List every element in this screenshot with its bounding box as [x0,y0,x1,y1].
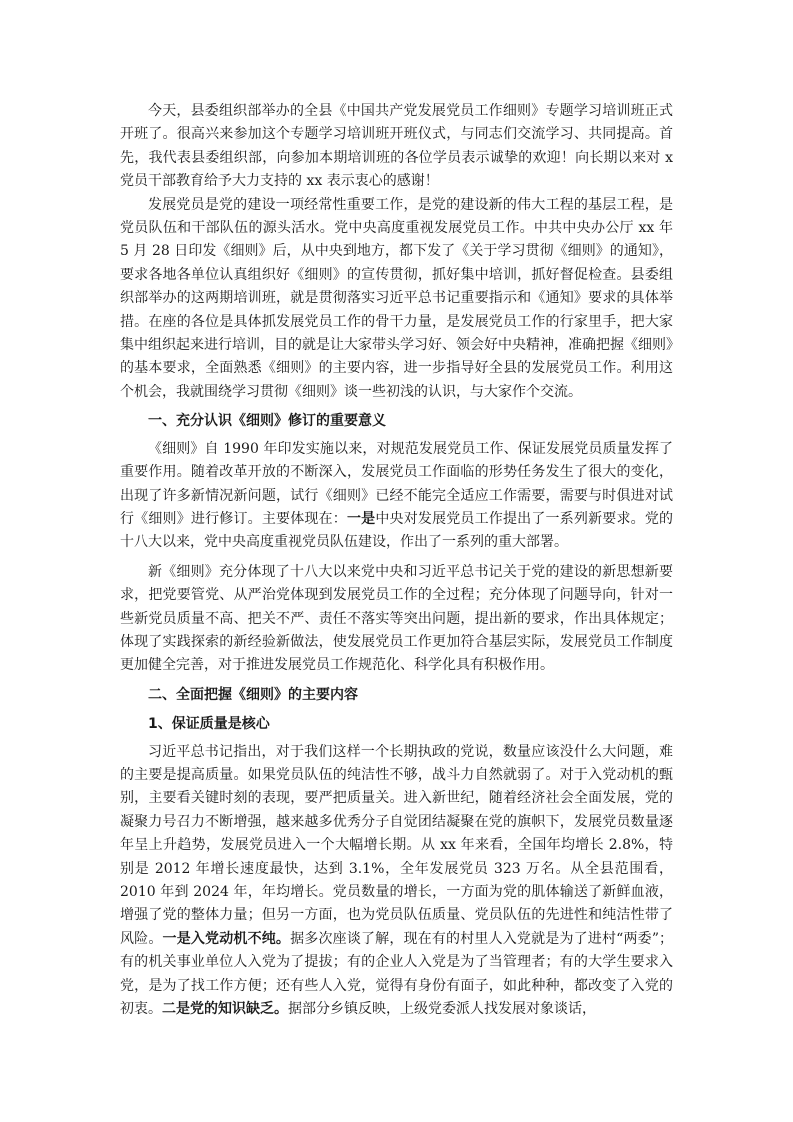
paragraph-background: 发展党员是党的建设一项经常性重要工作，是党的建设新的伟大工程的基层工程，是党员队伍和干部队伍的源头活水。党中央高度重视发展党员工作。中共中央办公厅 xx 年 5 月 28 日印发《细则》后，从中央到地方，都下发了《关于学习贯彻《细则》的通知》，要求各地各单位认真组织好《细则》的宣传贯彻，抓好集中培训，抓好督促检查。县委组织部举办的这两期培训班，就是贯彻落实习近平总书记重要指示和《通知》要求的具体举措。在座的各位是具体抓发展党员工作的骨干力量，是发展党员工作的行家里手，把大家集中组织起来进行培训，目的就是让大家带头学习好、领会好中央精神，准确把握《细则》的基本要求，全面熟悉《细则》的主要内容，进一步指导好全县的发展党员工作。利用这个机会，我就围绕学习贯彻《细则》谈一些初浅的认识，与大家作个交流。 [120,196,673,400]
paragraph-significance-text-b: 中央对发展党员工作提出了一系列新要求。党的十八大以来，党中央高度重视党员队伍建设，作出了一系列的重大部署。 [120,510,674,551]
document-page [120,100,673,1021]
paragraph-significance-text-a: 《细则》自 1990 年印发实施以来，对规范发展党员工作、保证发展党员质量发挥了重要作用。随着改革开放的不断深入，发展党员工作面临的形势任务发生了很大的变化，出现了许多新情况新问题，试行《细则》已经不能完全适应工作需要，需要与时俱进对试行《细则》进行修订。主要体现在： [120,440,673,527]
section-heading-2: 二、全面把握《细则》的主要内容 [148,686,358,703]
subsection-heading-1: 1、保证质量是核心 [148,716,270,733]
paragraph-quality [120,741,673,1022]
emphasis-first: 一是 [346,510,376,527]
emphasis-knowledge: 二是党的知识缺乏。 [162,1001,288,1018]
section-heading-1: 一、充分认识《细则》修订的重要意义 [148,413,386,430]
paragraph-significance [120,438,673,555]
paragraph-quality-text-b: 据多次座谈了解，现在有的村里人入党就是为了进村“两委”；有的机关事业单位人入党为了提拔；有的企业人入党是为了当管理者；有的大学生要求入党，是为了找工作方便；还有些人入党，觉得有身份有面子，如此种种，都改变了入党的初衷。 [120,930,674,1018]
paragraph-opening: 今天，县委组织部举办的全县《中国共产党发展党员工作细则》专题学习培训班正式开班了。很高兴来参加这个专题学习培训班开班仪式，与同志们交流学习、共同提高。首先，我代表县委组织部，向参加本期培训班的各位学员表示诚挚的欢迎！向长期以来对 x 党员干部教育给予大力支持的 xx 表示衷心的感谢！ [120,103,673,190]
paragraph-quality-text-c: 据部分乡镇反映，上级党委派人找发展对象谈话， [288,1001,596,1018]
paragraph-new-rules: 新《细则》充分体现了十八大以来党中央和习近平总书记关于党的建设的新思想新要求，把党要管党、从严治党体现到发展党员工作的全过程；充分体现了问题导向，针对一些新党员质量不高、把关不严、责任不落实等突出问题，提出新的要求，作出具体规定；体现了实践探索的新经验新做法，使发展党员工作更加符合基层实际，发展党员工作制度更加健全完善，对于推进发展党员工作规范化、科学化具有积极作用。 [120,563,673,674]
emphasis-motive: 一是入党动机不纯。 [162,930,291,947]
paragraph-quality-text-a: 习近平总书记指出，对于我们这样一个长期执政的党说，数量应该没什么大问题，难的主要是提高质量。如果党员队伍的纯洁性不够，战斗力自然就弱了。对于入党动机的甄别，主要看关键时刻的表现，要严把质量关。进入新世纪，随着经济社会全面发展，党的凝聚力号召力不断增强，越来越多优秀分子自觉团结凝聚在党的旗帜下，发展党员数量逐年呈上升趋势，发展党员进入一个大幅增长期。从 xx 年来看，全国年均增长 2.8%，特别是 2012 年增长速度最快，达到 3.1%，全年发展党员 323 万名。从全县范围看，2010 年到 2024 年，年均增长。党员数量的增长，一方面为党的肌体输送了新鲜血液，增强了党的整体力量；但另一方面，也为党员队伍质量、党员队伍的先进性和纯洁性带了风险。 [120,743,673,947]
